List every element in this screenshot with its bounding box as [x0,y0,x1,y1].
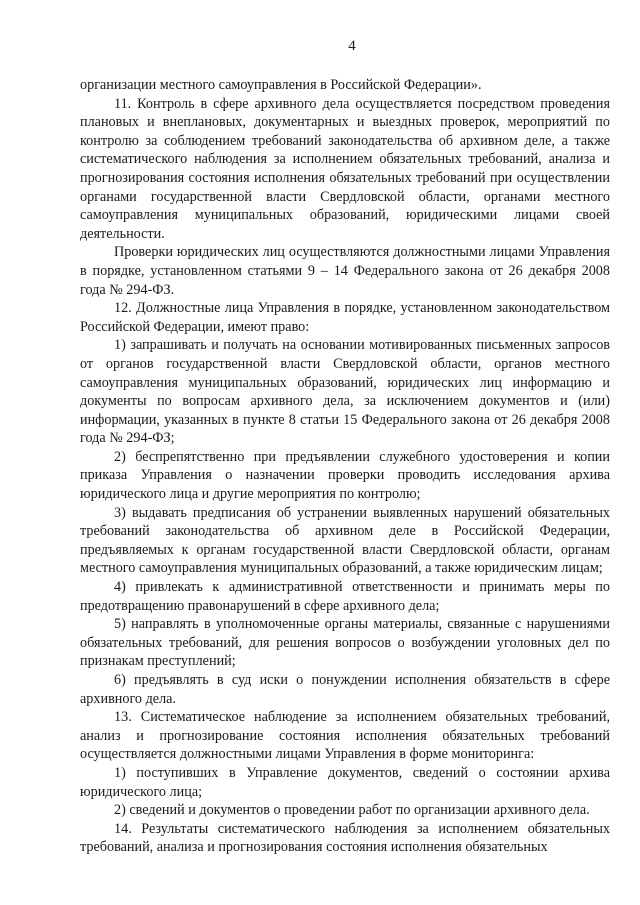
paragraph: 11. Контроль в сфере архивного дела осуществляется посредством проведения плановых и внеплановых, документарных и выездных проверок, мероприятий по контролю за соблюдением требований законодательства об архивном деле, а также систематического наблюдения за исполнением обязательных требований, анализа и прогнозирования состояния исполнения обязательных требований при осуществлении органами государственной власти Свердловской области, органами местного самоуправления муниципальных образований, юридическими лицами своей деятельности. [80,95,610,242]
paragraph: 4) привлекать к административной ответственности и принимать меры по предотвращению правонарушений в сфере архивного дела; [80,579,610,614]
paragraph: 6) предъявлять в суд иски о понуждении исполнения обязательств в сфере архивного дела. [80,672,610,707]
paragraph: Проверки юридических лиц осуществляются должностными лицами Управления в порядке, установленном статьями 9 – 14 Федерального закона от 26 декабря 2008 года № 294-ФЗ. [80,244,610,298]
page-number: 4 [348,38,356,54]
paragraph: 14. Результаты систематического наблюдения за исполнением обязательных требований, анализа и прогнозирования состояния исполнения обязательных [80,820,610,856]
paragraph: 5) направлять в уполномоченные органы материалы, связанные с нарушениями обязательных требований, для решения вопросов о возбуждении уголовных дел по признакам преступлений; [80,616,610,670]
paragraph: 3) выдавать предписания об устранении выявленных нарушений обязательных требований законодательства об архивном деле в Российской Федерации, предъявляемых к органам государственной власти Свердловской области, органам местного самоуправления муниципальных образований, а также юридическим лицам; [80,504,610,577]
paragraph: 1) запрашивать и получать на основании мотивированных письменных запросов от органов государственной власти Свердловской области, органов местного самоуправления муниципальных образований, юридических лиц информацию и документы по вопросам архивного дела, за исключением документов и (или) информации, указанных в пункте 8 статьи 15 Федерального закона от 26 декабря 2008 года № 294-ФЗ; [80,337,610,447]
paragraph: 13. Систематическое наблюдение за исполнением обязательных требований, анализ и прогнозирование состояния исполнения обязательных требований осуществляется должностными лицами Управления в форме мониторинга: [80,709,610,763]
paragraph: 12. Должностные лица Управления в порядке, установленном законодательством Российской Федерации, имеют право: [80,300,610,335]
document-page [80,38,610,857]
document-body [80,76,610,857]
paragraph: организации местного самоуправления в Российской Федерации». [80,77,482,93]
paragraph: 2) беспрепятственно при предъявлении служебного удостоверения и копии приказа Управления о назначении проверки проводить исследования архива юридического лица и другие мероприятия по контролю; [80,448,610,503]
paragraph: 1) поступивших в Управление документов, сведений о состоянии архива юридического лица; [80,764,610,800]
paragraph: 2) сведений и документов о проведении работ по организации архивного дела. [114,802,590,819]
